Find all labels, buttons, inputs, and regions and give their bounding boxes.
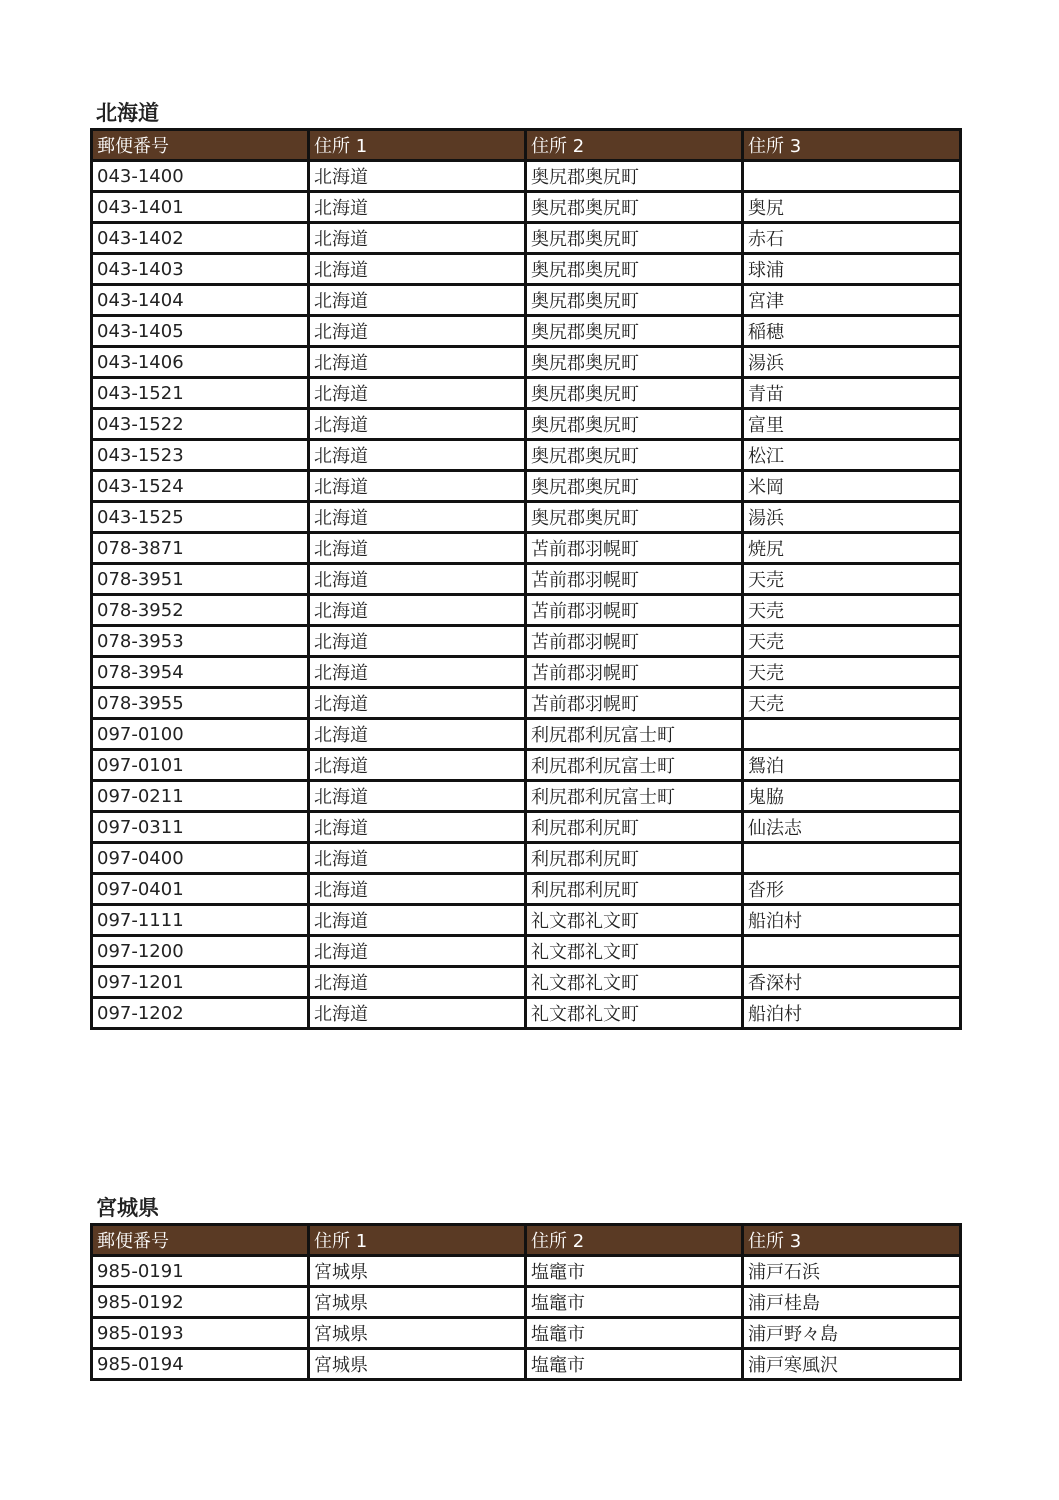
table-header-row [92, 1225, 961, 1256]
address-3-cell: 鬼脇 [743, 781, 961, 812]
address-1-cell: 北海道 [309, 285, 526, 316]
address-1-cell: 北海道 [309, 502, 526, 533]
address-3-cell: 宮津 [743, 285, 961, 316]
address-1-cell: 北海道 [309, 998, 526, 1029]
table-row [92, 905, 961, 936]
address-1-cell: 北海道 [309, 843, 526, 874]
postal-code-cell: 078-3953 [92, 626, 309, 657]
address-1-cell: 北海道 [309, 657, 526, 688]
address-1-cell: 宮城県 [309, 1318, 526, 1349]
address-1-cell: 北海道 [309, 936, 526, 967]
address-1-cell: 北海道 [309, 409, 526, 440]
address-3-cell: 米岡 [743, 471, 961, 502]
postal-code-cell: 043-1404 [92, 285, 309, 316]
table-row [92, 471, 961, 502]
address-2-cell: 苫前郡羽幌町 [526, 533, 743, 564]
address-2-cell: 利尻郡利尻町 [526, 843, 743, 874]
postal-code-cell: 985-0191 [92, 1256, 309, 1287]
postal-code-cell: 078-3952 [92, 595, 309, 626]
address-3-cell: 鴛泊 [743, 750, 961, 781]
address-2-cell: 利尻郡利尻富士町 [526, 781, 743, 812]
table-header-row [92, 130, 961, 161]
table-row [92, 1349, 961, 1380]
address-1-cell: 北海道 [309, 688, 526, 719]
table-row [92, 688, 961, 719]
postal-code-cell: 097-0101 [92, 750, 309, 781]
postal-code-cell: 097-1111 [92, 905, 309, 936]
address-2-cell: 奥尻郡奥尻町 [526, 285, 743, 316]
postal-code-cell: 097-0400 [92, 843, 309, 874]
table-row [92, 1287, 961, 1318]
address-3-cell: 天売 [743, 595, 961, 626]
address-3-cell: 奥尻 [743, 192, 961, 223]
address-2-cell: 塩竈市 [526, 1349, 743, 1380]
address-1-cell: 北海道 [309, 440, 526, 471]
address-2-cell: 奥尻郡奥尻町 [526, 378, 743, 409]
table-row [92, 564, 961, 595]
postal-code-cell: 097-0311 [92, 812, 309, 843]
section-miyagi [90, 1193, 959, 1381]
address-3-cell: 湯浜 [743, 347, 961, 378]
postal-code-cell: 043-1403 [92, 254, 309, 285]
section-title: 宮城県 [96, 1196, 159, 1220]
address-3-cell: 湯浜 [743, 502, 961, 533]
postal-code-cell: 078-3951 [92, 564, 309, 595]
address-3-cell: 仙法志 [743, 812, 961, 843]
address-2-cell: 苫前郡羽幌町 [526, 626, 743, 657]
postal-code-cell: 985-0194 [92, 1349, 309, 1380]
address-1-cell: 北海道 [309, 161, 526, 192]
table-row [92, 998, 961, 1029]
table-body [92, 161, 961, 1029]
header-address-1: 住所 1 [309, 1225, 526, 1256]
table-row [92, 409, 961, 440]
postal-code-cell: 078-3955 [92, 688, 309, 719]
address-2-cell: 利尻郡利尻富士町 [526, 750, 743, 781]
postal-code-cell: 078-3871 [92, 533, 309, 564]
address-2-cell: 苫前郡羽幌町 [526, 564, 743, 595]
address-2-cell: 塩竈市 [526, 1256, 743, 1287]
table-row [92, 812, 961, 843]
address-2-cell: 奥尻郡奥尻町 [526, 254, 743, 285]
postal-code-cell: 097-0401 [92, 874, 309, 905]
table-row [92, 595, 961, 626]
address-3-cell: 松江 [743, 440, 961, 471]
address-3-cell [743, 161, 961, 192]
address-2-cell: 礼文郡礼文町 [526, 967, 743, 998]
postal-code-cell: 097-1200 [92, 936, 309, 967]
header-address-2: 住所 2 [526, 130, 743, 161]
address-3-cell [743, 936, 961, 967]
address-3-cell: 球浦 [743, 254, 961, 285]
address-1-cell: 宮城県 [309, 1349, 526, 1380]
address-1-cell: 北海道 [309, 719, 526, 750]
address-3-cell: 赤石 [743, 223, 961, 254]
table-row [92, 223, 961, 254]
address-1-cell: 北海道 [309, 192, 526, 223]
address-1-cell: 北海道 [309, 347, 526, 378]
address-3-cell: 天売 [743, 688, 961, 719]
table-row [92, 874, 961, 905]
table-row [92, 967, 961, 998]
address-3-cell: 浦戸桂島 [743, 1287, 961, 1318]
address-1-cell: 宮城県 [309, 1287, 526, 1318]
address-2-cell: 塩竈市 [526, 1287, 743, 1318]
table-row [92, 502, 961, 533]
table-row [92, 347, 961, 378]
postal-code-cell: 043-1524 [92, 471, 309, 502]
address-1-cell: 北海道 [309, 316, 526, 347]
address-3-cell: 船泊村 [743, 998, 961, 1029]
table-row [92, 316, 961, 347]
address-3-cell: 浦戸寒風沢 [743, 1349, 961, 1380]
postal-code-cell: 043-1402 [92, 223, 309, 254]
table-row [92, 378, 961, 409]
table-row [92, 781, 961, 812]
address-1-cell: 北海道 [309, 781, 526, 812]
header-address-3: 住所 3 [743, 130, 961, 161]
header-postal-code: 郵便番号 [92, 130, 309, 161]
postal-code-cell: 097-1201 [92, 967, 309, 998]
postal-code-cell: 043-1401 [92, 192, 309, 223]
address-3-cell [743, 843, 961, 874]
table-row [92, 936, 961, 967]
address-1-cell: 北海道 [309, 905, 526, 936]
address-3-cell: 天売 [743, 564, 961, 595]
address-2-cell: 奥尻郡奥尻町 [526, 409, 743, 440]
address-1-cell: 北海道 [309, 626, 526, 657]
address-2-cell: 礼文郡礼文町 [526, 936, 743, 967]
postal-code-cell: 043-1406 [92, 347, 309, 378]
address-2-cell: 奥尻郡奥尻町 [526, 502, 743, 533]
header-address-2: 住所 2 [526, 1225, 743, 1256]
address-1-cell: 北海道 [309, 533, 526, 564]
table-row [92, 161, 961, 192]
postal-code-cell: 985-0193 [92, 1318, 309, 1349]
address-1-cell: 北海道 [309, 471, 526, 502]
address-2-cell: 苫前郡羽幌町 [526, 595, 743, 626]
postal-code-cell: 078-3954 [92, 657, 309, 688]
postal-code-cell: 097-0100 [92, 719, 309, 750]
postal-code-cell: 043-1523 [92, 440, 309, 471]
table-row [92, 1256, 961, 1287]
table-row [92, 626, 961, 657]
address-2-cell: 奥尻郡奥尻町 [526, 440, 743, 471]
address-3-cell: 浦戸石浜 [743, 1256, 961, 1287]
table-row [92, 657, 961, 688]
address-3-cell: 青苗 [743, 378, 961, 409]
postal-code-cell: 043-1400 [92, 161, 309, 192]
address-3-cell: 焼尻 [743, 533, 961, 564]
address-2-cell: 奥尻郡奥尻町 [526, 161, 743, 192]
address-1-cell: 北海道 [309, 812, 526, 843]
address-1-cell: 北海道 [309, 874, 526, 905]
postal-code-cell: 043-1522 [92, 409, 309, 440]
table-row [92, 750, 961, 781]
address-2-cell: 利尻郡利尻富士町 [526, 719, 743, 750]
postal-code-cell: 097-1202 [92, 998, 309, 1029]
address-3-cell: 天売 [743, 657, 961, 688]
header-address-1: 住所 1 [309, 130, 526, 161]
address-2-cell: 奥尻郡奥尻町 [526, 316, 743, 347]
address-2-cell: 奥尻郡奥尻町 [526, 192, 743, 223]
postal-code-cell: 043-1521 [92, 378, 309, 409]
address-1-cell: 北海道 [309, 967, 526, 998]
address-1-cell: 宮城県 [309, 1256, 526, 1287]
address-3-cell: 香深村 [743, 967, 961, 998]
address-3-cell [743, 719, 961, 750]
address-3-cell: 富里 [743, 409, 961, 440]
postal-code-cell: 985-0192 [92, 1287, 309, 1318]
address-2-cell: 奥尻郡奥尻町 [526, 347, 743, 378]
address-2-cell: 奥尻郡奥尻町 [526, 471, 743, 502]
address-2-cell: 奥尻郡奥尻町 [526, 223, 743, 254]
postal-code-cell: 043-1525 [92, 502, 309, 533]
table-row [92, 533, 961, 564]
header-address-3: 住所 3 [743, 1225, 961, 1256]
table-row [92, 440, 961, 471]
address-1-cell: 北海道 [309, 750, 526, 781]
address-2-cell: 塩竈市 [526, 1318, 743, 1349]
address-1-cell: 北海道 [309, 223, 526, 254]
table-row [92, 843, 961, 874]
table-row [92, 192, 961, 223]
address-2-cell: 苫前郡羽幌町 [526, 688, 743, 719]
address-2-cell: 利尻郡利尻町 [526, 812, 743, 843]
postal-table [90, 128, 962, 1030]
table-row [92, 719, 961, 750]
address-2-cell: 礼文郡礼文町 [526, 905, 743, 936]
postal-code-cell: 097-0211 [92, 781, 309, 812]
header-postal-code: 郵便番号 [92, 1225, 309, 1256]
table-row [92, 285, 961, 316]
table-row [92, 254, 961, 285]
address-1-cell: 北海道 [309, 564, 526, 595]
address-3-cell: 浦戸野々島 [743, 1318, 961, 1349]
address-2-cell: 利尻郡利尻町 [526, 874, 743, 905]
table-body [92, 1256, 961, 1380]
address-1-cell: 北海道 [309, 378, 526, 409]
address-1-cell: 北海道 [309, 595, 526, 626]
address-2-cell: 苫前郡羽幌町 [526, 657, 743, 688]
address-2-cell: 礼文郡礼文町 [526, 998, 743, 1029]
section-hokkaido [90, 98, 959, 1030]
address-3-cell: 天売 [743, 626, 961, 657]
section-title: 北海道 [96, 101, 159, 125]
address-1-cell: 北海道 [309, 254, 526, 285]
postal-table [90, 1223, 962, 1381]
table-row [92, 1318, 961, 1349]
address-3-cell: 沓形 [743, 874, 961, 905]
address-3-cell: 船泊村 [743, 905, 961, 936]
postal-code-cell: 043-1405 [92, 316, 309, 347]
address-3-cell: 稲穂 [743, 316, 961, 347]
